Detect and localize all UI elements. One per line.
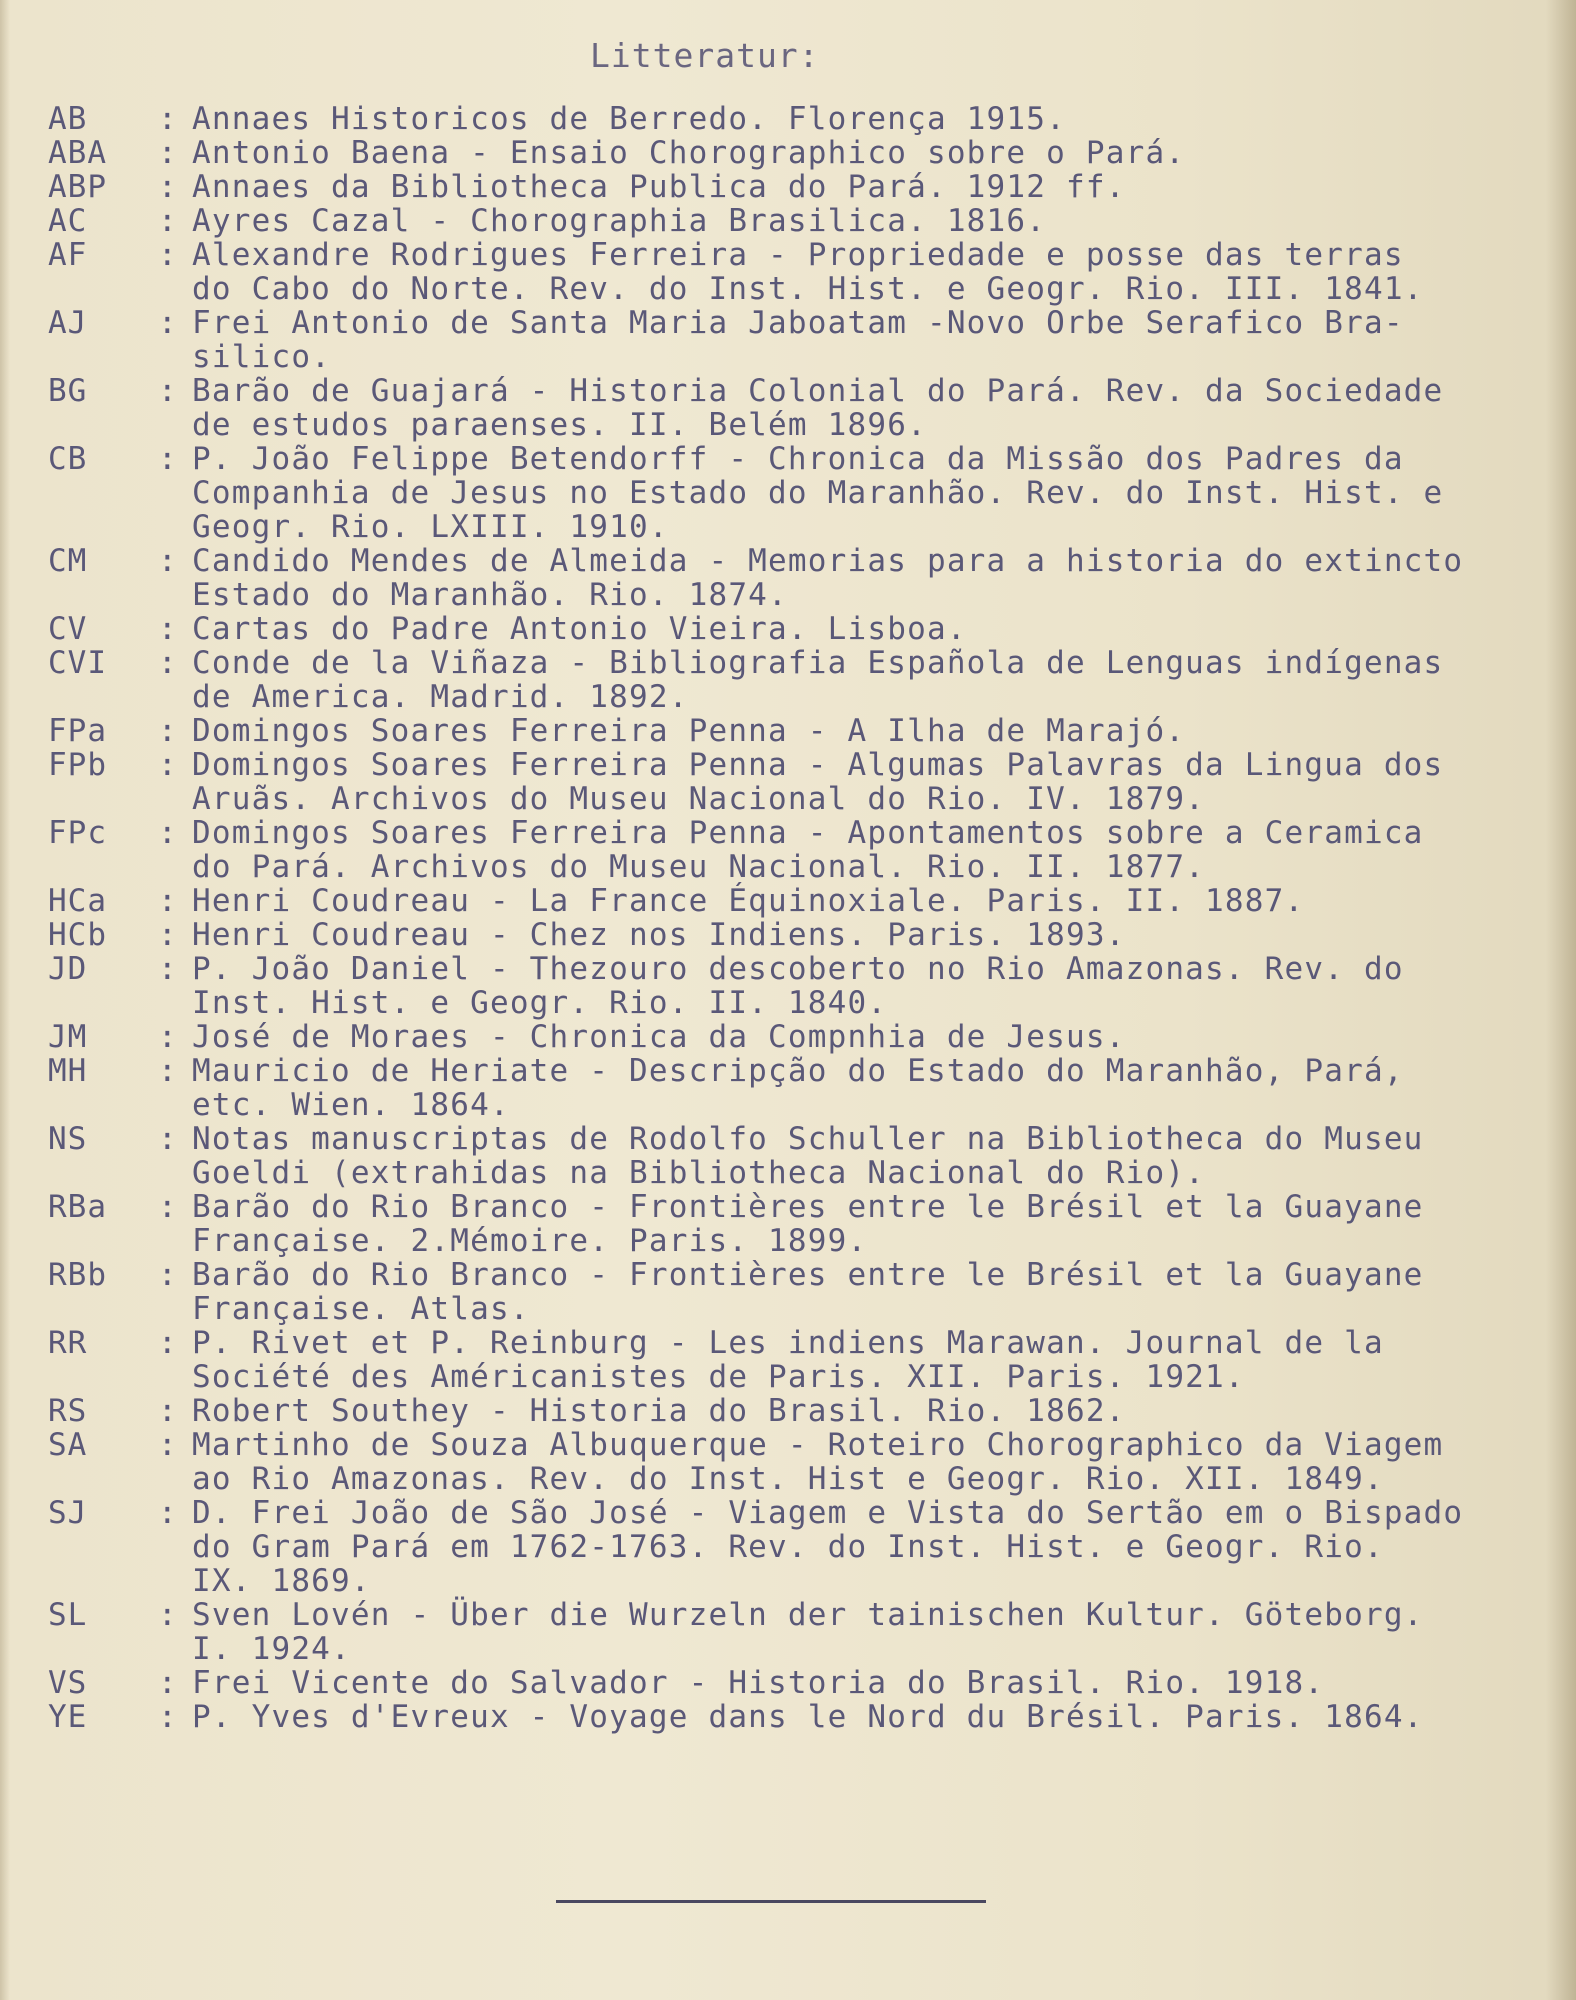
entry-separator: : (158, 203, 177, 239)
bibliography-entry (48, 952, 1548, 1020)
entry-abbreviation: NS (48, 1121, 88, 1157)
entry-citation: Frei Vicente do Salvador - Historia do Brasil. Rio. 1918. (192, 1665, 1325, 1701)
bibliography-entry (48, 1326, 1548, 1394)
entry-separator: : (158, 1665, 177, 1701)
entry-separator: : (158, 305, 177, 341)
bibliography-entry (48, 306, 1548, 374)
entry-separator: : (158, 135, 177, 171)
bibliography-entry (48, 1428, 1548, 1496)
bibliography-entry (48, 1190, 1548, 1258)
bibliography-entry (48, 1700, 1548, 1734)
bibliography-entry (48, 238, 1548, 306)
entry-citation: Barão do Rio Branco - Frontières entre le Brésil et la Guayane Française. Atlas. (192, 1257, 1424, 1327)
entry-citation: Barão de Guajará - Historia Colonial do Pará. Rev. da Sociedade de estudos paraenses. II. Belém 1896. (192, 373, 1444, 443)
bibliography-entry (48, 1020, 1548, 1054)
entry-separator: : (158, 713, 177, 749)
entry-abbreviation: HCa (48, 883, 107, 919)
entry-separator: : (158, 1597, 177, 1633)
entry-separator: : (158, 373, 177, 409)
entry-citation: Candido Mendes de Almeida - Memorias para a historia do extincto Estado do Maranhão. Rio. 1874. (192, 543, 1464, 613)
bibliography-entry (48, 170, 1548, 204)
entry-separator: : (158, 1189, 177, 1225)
entry-separator: : (158, 1121, 177, 1157)
entry-separator: : (158, 1325, 177, 1361)
entry-citation: P. João Felippe Betendorff - Chronica da Missão dos Padres da Companhia de Jesus no Estado do Maranhão. Rev. do Inst. Hist. e Geogr. Rio. LXIII. 1910. (192, 441, 1444, 545)
bibliography-entry (48, 442, 1548, 544)
entry-abbreviation: RS (48, 1393, 88, 1429)
entry-citation: Domingos Soares Ferreira Penna - Algumas Palavras da Lingua dos Aruãs. Archivos do Museu Nacional do Rio. IV. 1879. (192, 747, 1444, 817)
entry-citation: Henri Coudreau - La France Équinoxiale. Paris. II. 1887. (192, 883, 1305, 919)
entry-separator: : (158, 1699, 177, 1735)
entry-abbreviation: FPa (48, 713, 107, 749)
bibliography-entry (48, 748, 1548, 816)
entry-citation: Cartas do Padre Antonio Vieira. Lisboa. (192, 611, 967, 647)
bibliography-entry (48, 1394, 1548, 1428)
entry-citation: Annaes da Bibliotheca Publica do Pará. 1912 ff. (192, 169, 1126, 205)
entry-separator: : (158, 815, 177, 851)
entry-citation: Domingos Soares Ferreira Penna - Apontamentos sobre a Ceramica do Pará. Archivos do Museu Nacional. Rio. II. 1877. (192, 815, 1424, 885)
entry-abbreviation: BG (48, 373, 88, 409)
entry-citation: P. João Daniel - Thezouro descoberto no Rio Amazonas. Rev. do Inst. Hist. e Geogr. Rio. II. 1840. (192, 951, 1404, 1021)
entry-separator: : (158, 917, 177, 953)
entry-citation: Notas manuscriptas de Rodolfo Schuller na Bibliotheca do Museu Goeldi (extrahidas na Bibliotheca Nacional do Rio). (192, 1121, 1424, 1191)
entry-abbreviation: SL (48, 1597, 88, 1633)
entry-separator: : (158, 951, 177, 987)
entry-citation: D. Frei João de São José - Viagem e Vista do Sertão em o Bispado do Gram Pará em 1762-1763. Rev. do Inst. Hist. e Geogr. Rio. IX. 1869. (192, 1495, 1464, 1599)
bibliography-entry (48, 136, 1548, 170)
entry-separator: : (158, 611, 177, 647)
entry-abbreviation: CV (48, 611, 88, 647)
entry-abbreviation: MH (48, 1053, 88, 1089)
bibliography-entry (48, 884, 1548, 918)
entry-citation: Domingos Soares Ferreira Penna - A Ilha de Marajó. (192, 713, 1186, 749)
entry-citation: P. Yves d'Evreux - Voyage dans le Nord du Brésil. Paris. 1864. (192, 1699, 1424, 1735)
entry-separator: : (158, 1053, 177, 1089)
entry-abbreviation: CB (48, 441, 88, 477)
bibliography-entry (48, 1122, 1548, 1190)
entry-separator: : (158, 169, 177, 205)
entry-abbreviation: JM (48, 1019, 88, 1055)
bibliography-entry (48, 816, 1548, 884)
bibliography-entry (48, 544, 1548, 612)
entry-abbreviation: VS (48, 1665, 88, 1701)
entry-separator: : (158, 1257, 177, 1293)
entry-separator: : (158, 645, 177, 681)
entry-citation: Annaes Historicos de Berredo. Florença 1915. (192, 101, 1066, 137)
entry-abbreviation: FPb (48, 747, 107, 783)
entry-separator: : (158, 543, 177, 579)
bibliography-entry (48, 1496, 1548, 1598)
entry-abbreviation: AJ (48, 305, 88, 341)
entry-separator: : (158, 1393, 177, 1429)
bibliography-entry (48, 714, 1548, 748)
entry-abbreviation: JD (48, 951, 88, 987)
entry-abbreviation: RBb (48, 1257, 107, 1293)
bibliography-entry (48, 646, 1548, 714)
bibliography-entry (48, 374, 1548, 442)
bibliography-entry (48, 1598, 1548, 1666)
entry-citation: Antonio Baena - Ensaio Chorographico sobre o Pará. (192, 135, 1186, 171)
entry-abbreviation: RR (48, 1325, 88, 1361)
entry-citation: Alexandre Rodrigues Ferreira - Propriedade e posse das terras do Cabo do Norte. Rev. do Inst. Hist. e Geogr. Rio. III. 1841. (192, 237, 1424, 307)
entry-separator: : (158, 1427, 177, 1463)
entry-separator: : (158, 101, 177, 137)
entry-separator: : (158, 441, 177, 477)
entry-citation: Ayres Cazal - Chorographia Brasilica. 1816. (192, 203, 1047, 239)
entry-citation: Robert Southey - Historia do Brasil. Rio. 1862. (192, 1393, 1126, 1429)
entry-abbreviation: AF (48, 237, 88, 273)
entry-abbreviation: ABP (48, 169, 107, 205)
entry-citation: P. Rivet et P. Reinburg - Les indiens Marawan. Journal de la Société des Américanistes de Paris. XII. Paris. 1921. (192, 1325, 1384, 1395)
entry-abbreviation: YE (48, 1699, 88, 1735)
entry-abbreviation: SA (48, 1427, 88, 1463)
bibliography-entry (48, 1666, 1548, 1700)
entry-abbreviation: RBa (48, 1189, 107, 1225)
page-edge-shadow-left (0, 0, 10, 2000)
entry-citation: Barão do Rio Branco - Frontières entre le Brésil et la Guayane Française. 2.Mémoire. Paris. 1899. (192, 1189, 1424, 1259)
closing-rule (556, 1900, 986, 1903)
bibliography-entry (48, 1258, 1548, 1326)
entry-separator: : (158, 237, 177, 273)
entry-separator: : (158, 1019, 177, 1055)
entry-citation: Martinho de Souza Albuquerque - Roteiro Chorographico da Viagem ao Rio Amazonas. Rev. do Inst. Hist e Geogr. Rio. XII. 1849. (192, 1427, 1444, 1497)
bibliography-list (48, 102, 1548, 1734)
entry-citation: Conde de la Viñaza - Bibliografia Española de Lenguas indígenas de America. Madrid. 1892. (192, 645, 1444, 715)
bibliography-entry (48, 612, 1548, 646)
entry-abbreviation: CM (48, 543, 88, 579)
bibliography-entry (48, 102, 1548, 136)
entry-separator: : (158, 747, 177, 783)
entry-abbreviation: AC (48, 203, 88, 239)
bibliography-entry (48, 204, 1548, 238)
entry-separator: : (158, 1495, 177, 1531)
bibliography-entry (48, 918, 1548, 952)
entry-citation: Henri Coudreau - Chez nos Indiens. Paris. 1893. (192, 917, 1126, 953)
entry-abbreviation: ABA (48, 135, 107, 171)
page-edge-shadow-right (1546, 0, 1576, 2000)
entry-citation: José de Moraes - Chronica da Compnhia de Jesus. (192, 1019, 1126, 1055)
entry-citation: Frei Antonio de Santa Maria Jaboatam -Novo Orbe Serafico Bra- silico. (192, 305, 1404, 375)
entry-abbreviation: SJ (48, 1495, 88, 1531)
entry-citation: Sven Lovén - Über die Wurzeln der tainischen Kultur. Göteborg. I. 1924. (192, 1597, 1424, 1667)
bibliography-entry (48, 1054, 1548, 1122)
entry-abbreviation: CVI (48, 645, 107, 681)
entry-abbreviation: AB (48, 101, 88, 137)
page-title: Litteratur: (590, 36, 820, 75)
entry-abbreviation: HCb (48, 917, 107, 953)
entry-separator: : (158, 883, 177, 919)
entry-citation: Mauricio de Heriate - Descripção do Estado do Maranhão, Pará, etc. Wien. 1864. (192, 1053, 1404, 1123)
entry-abbreviation: FPc (48, 815, 107, 851)
